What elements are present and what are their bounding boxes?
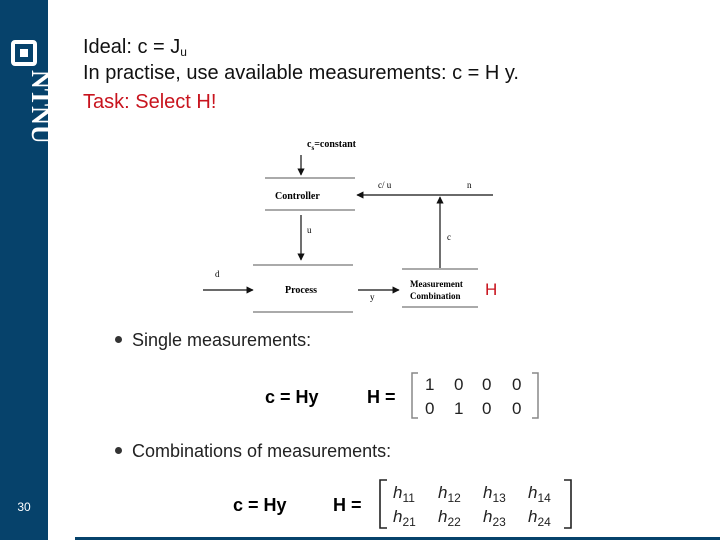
eq1-lhs: c = Hy xyxy=(265,387,319,407)
eq1-m14: 0 xyxy=(512,375,522,394)
eq2-lhs: c = Hy xyxy=(233,495,287,515)
measurement-line2: Combination xyxy=(410,291,461,301)
line-ideal-text: Ideal: c = J xyxy=(83,36,181,58)
eq1-m13: 0 xyxy=(482,375,492,394)
controller-block: Controller xyxy=(275,191,320,202)
bullet-single xyxy=(115,330,311,351)
eq2-cell-12: $h_{12}$ xyxy=(438,483,461,505)
eq1-m12: 0 xyxy=(454,375,464,394)
h-label: H xyxy=(485,280,498,299)
bullet-combinations-text: Combinations of measurements: xyxy=(132,441,392,461)
eq2-cell-24: $h_{24}$ xyxy=(528,507,551,529)
label-y: y xyxy=(370,292,375,302)
label-cs-error: c/ u xyxy=(378,180,392,190)
equation-combinations xyxy=(228,476,588,534)
bullet-single-text: Single measurements: xyxy=(132,330,312,350)
eq2-cell-21: $h_{21}$ xyxy=(393,507,416,529)
cs-label: $c_s=constant$ xyxy=(307,139,356,152)
label-n: n xyxy=(467,180,472,190)
label-c: c xyxy=(447,232,451,242)
label-u: u xyxy=(307,225,312,235)
eq2-cell-22: $h_{22}$ xyxy=(438,507,461,529)
bullet-combinations xyxy=(115,441,391,462)
block-diagram xyxy=(195,135,505,320)
eq2-cell-11: $h_{11}$ xyxy=(393,483,415,505)
line-practise: In practise, use available measurements: c = H y. xyxy=(83,62,519,84)
measurement-line1: Measurement xyxy=(410,279,463,289)
eq1-m11: 1 xyxy=(425,375,435,394)
process-block: Process xyxy=(285,285,318,296)
eq1-hlabel: H = xyxy=(367,387,396,407)
bullet-dot xyxy=(115,336,122,343)
sidebar xyxy=(0,0,55,540)
eq2-cell-13: $h_{13}$ xyxy=(483,483,506,505)
bullet-dot xyxy=(115,447,122,454)
line-ideal-sub: u xyxy=(180,45,187,59)
eq1-m21: 0 xyxy=(425,399,435,418)
label-d: d xyxy=(215,269,220,279)
eq2-cell-23: $h_{23}$ xyxy=(483,507,506,529)
logo-text: NTNU xyxy=(26,70,55,144)
equation-single xyxy=(260,368,550,424)
eq1-m22: 1 xyxy=(454,399,464,418)
page-number: 30 xyxy=(17,500,31,514)
eq2-cell-14: $h_{14}$ xyxy=(528,483,551,505)
eq1-m23: 0 xyxy=(482,399,492,418)
ntnu-logo xyxy=(10,40,55,170)
eq2-hlabel: H = xyxy=(333,495,362,515)
line-task: Task: Select H! xyxy=(83,91,217,113)
eq1-m24: 0 xyxy=(512,399,522,418)
